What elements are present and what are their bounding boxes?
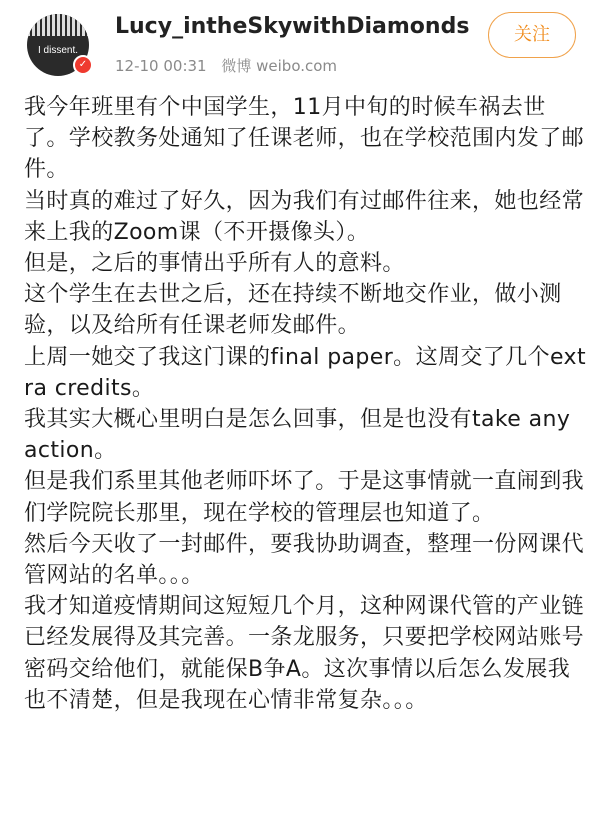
post-paragraph: 然后今天收了一封邮件，要我协助调查，整理一份网课代管网站的名单。。。 [24, 531, 585, 589]
timestamp: 12-10 00:31 [115, 57, 207, 75]
post-header [0, 0, 600, 90]
post-paragraph: 我才知道疫情期间这短短几个月，这种网课代管的产业链已经发展得及其完善。一条龙服务，只要把学校网站账号密码交给他们，就能保B争A。这次事情以后怎么发展我也不清楚，但是我现在心情非常复杂。。。 [24, 594, 585, 713]
post-source: 微博 weibo.com [221, 57, 338, 75]
post-paragraph: 但是我们系里其他老师吓坏了。于是这事情就一直闹到我们学院院长那里，现在学校的管理层也知道了。 [24, 469, 585, 526]
post-body [24, 92, 589, 716]
post-paragraph: 上周一她交了我这门课的final paper。这周交了几个extra credits。 [24, 344, 586, 401]
post-paragraph: 当时真的难过了好久，因为我们有过邮件往来，她也经常来上我的Zoom课（不开摄像头）。 [24, 188, 585, 245]
verified-badge-icon: ✓ [73, 55, 93, 75]
post-paragraph: 我今年班里有个中国学生，11月中旬的时候车祸去世了。学校教务处通知了任课老师，也在学校范围内发了邮件。 [24, 95, 585, 183]
avatar-text: I dissent. [37, 45, 79, 56]
post-meta [115, 55, 347, 76]
follow-button[interactable]: 关注 [488, 12, 576, 58]
username[interactable]: Lucy_intheSkywithDiamonds [115, 14, 470, 39]
avatar-collar-graphic [27, 14, 89, 36]
post-paragraph: 这个学生在去世之后，还在持续不断地交作业，做小测验，以及给所有任课老师发邮件。 [24, 282, 562, 339]
post-paragraph: 我其实大概心里明白是怎么回事，但是也没有take any action。 [24, 407, 571, 464]
post-paragraph: 但是，之后的事情出乎所有人的意料。 [24, 251, 405, 277]
